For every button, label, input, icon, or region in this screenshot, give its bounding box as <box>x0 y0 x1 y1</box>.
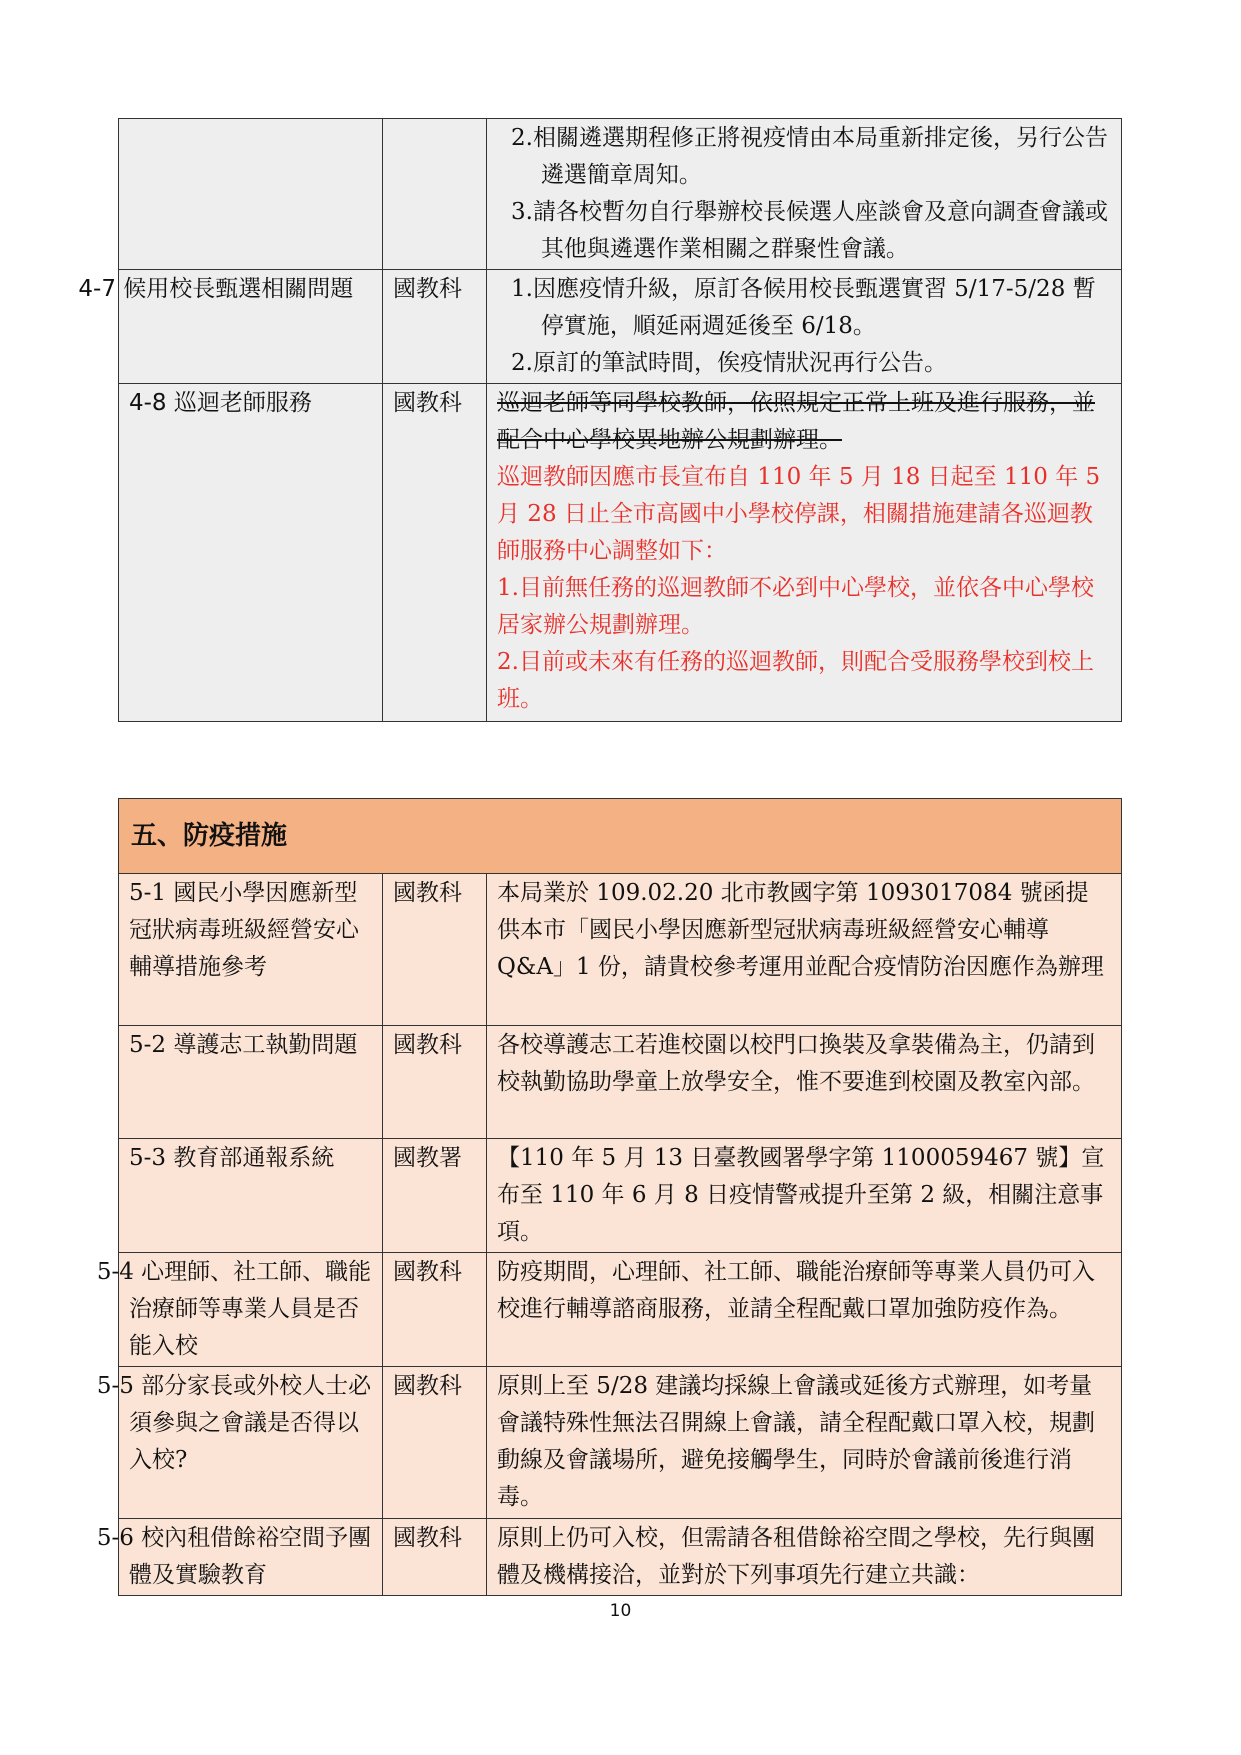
item-cell: 5-1 國民小學因應新型冠狀病毒班級經營安心輔導措施參考 <box>119 874 383 1026</box>
dept-cell <box>383 119 487 270</box>
table-row <box>119 874 1122 1026</box>
table-row <box>119 1519 1122 1596</box>
item-cell <box>119 384 383 722</box>
content-cell: 【110 年 5 月 13 日臺教國署學字第 1100059467 號】宣布至 110 年 6 月 8 日疫情警戒提升至第 2 級，相關注意事項。 <box>487 1139 1122 1253</box>
red-notice-item: 2.目前或未來有任務的巡迴教師，則配合受服務學校到校上班。 <box>497 649 1094 712</box>
content-line: 1.因應疫情升級，原訂各候用校長甄選實習 5/17-5/28 暫停實施，順延兩週延後至 6/18。 <box>511 276 1096 339</box>
table-row <box>119 384 1122 722</box>
content-cell <box>487 270 1122 384</box>
page-number: 10 <box>609 1601 632 1621</box>
content-cell <box>487 384 1122 722</box>
content-cell: 防疫期間，心理師、社工師、職能治療師等專業人員仍可入校進行輔導諮商服務，並請全程配戴口罩加強防疫作為。 <box>487 1253 1122 1367</box>
content-cell: 原則上仍可入校，但需請各租借餘裕空間之學校，先行與團體及機構接洽，並對於下列事項先行建立共識： <box>487 1519 1122 1596</box>
content-cell <box>487 119 1122 270</box>
dept-cell: 國教科 <box>383 384 487 722</box>
item-cell <box>78 270 383 384</box>
section-title: 五、防疫措施 <box>119 799 1122 874</box>
item-cell: 5-6 校內租借餘裕空間予團體及實驗教育 <box>119 1519 383 1596</box>
content-line: 2.原訂的筆試時間，俟疫情狀況再行公告。 <box>511 350 947 376</box>
content-cell: 各校導護志工若進校園以校門口換裝及拿裝備為主，仍請到校執勤協助學童上放學安全，惟不要進到校園及教室內部。 <box>487 1026 1122 1139</box>
item-number: 4-8 <box>129 390 167 416</box>
item-cell: 5-2 導護志工執勤問題 <box>119 1026 383 1139</box>
table-row <box>119 1026 1122 1139</box>
table-row <box>119 119 1122 270</box>
struck-text: 巡迴老師等同學校教師，依照規定正常上班及進行服務，並配合中心學校異地辦公規劃辦理。 <box>497 390 1095 453</box>
dept-cell: 國教科 <box>383 270 487 384</box>
item-cell: 5-3 教育部通報系統 <box>119 1139 383 1253</box>
epidemic-prevention-table <box>96 798 1122 1596</box>
content-cell: 原則上至 5/28 建議均採線上會議或延後方式辦理，如考量會議特殊性無法召開線上會議，請全程配戴口罩入校，規劃動線及會議場所，避免接觸學生，同時於會議前後進行消毒。 <box>487 1367 1122 1519</box>
dept-cell: 國教科 <box>383 1519 487 1596</box>
dept-cell: 國教科 <box>383 1253 487 1367</box>
dept-cell: 國教科 <box>383 1026 487 1139</box>
content-line: 3.請各校暫勿自行舉辦校長候選人座談會及意向調查會議或其他與遴選作業相關之群聚性會議。 <box>511 199 1108 262</box>
red-notice-item: 1.目前無任務的巡迴教師不必到中心學校，並依各中心學校居家辦公規劃辦理。 <box>497 575 1094 638</box>
item-title: 候用校長甄選相關問題 <box>123 276 354 302</box>
content-line: 2.相關遴選期程修正將視疫情由本局重新排定後，另行公告遴選簡章周知。 <box>511 125 1108 188</box>
table-row <box>119 1139 1122 1253</box>
dept-cell: 國教署 <box>383 1139 487 1253</box>
dept-cell: 國教科 <box>383 1367 487 1519</box>
table-row <box>119 270 1122 384</box>
section-header-row <box>119 799 1122 874</box>
table-row <box>119 1253 1122 1367</box>
item-title: 巡迴老師服務 <box>173 390 312 416</box>
item-cell: 5-4 心理師、社工師、職能治療師等專業人員是否能入校 <box>119 1253 383 1367</box>
item-number: 4-7 <box>78 276 116 302</box>
table-row <box>119 1367 1122 1519</box>
item-cell <box>119 119 383 270</box>
measures-table-continued <box>78 118 1122 722</box>
content-cell: 本局業於 109.02.20 北市教國字第 1093017084 號函提供本市「國民小學因應新型冠狀病毒班級經營安心輔導 Q&A」1 份，請貴校參考運用並配合疫情防治因應作為辦理 <box>487 874 1122 1026</box>
item-cell: 5-5 部分家長或外校人士必須參與之會議是否得以入校? <box>119 1367 383 1519</box>
dept-cell: 國教科 <box>383 874 487 1026</box>
red-notice: 巡迴教師因應市長宣布自 110 年 5 月 18 日起至 110 年 5 月 28 日止全市高國中小學校停課，相關措施建請各巡迴教師服務中心調整如下： <box>497 464 1101 564</box>
